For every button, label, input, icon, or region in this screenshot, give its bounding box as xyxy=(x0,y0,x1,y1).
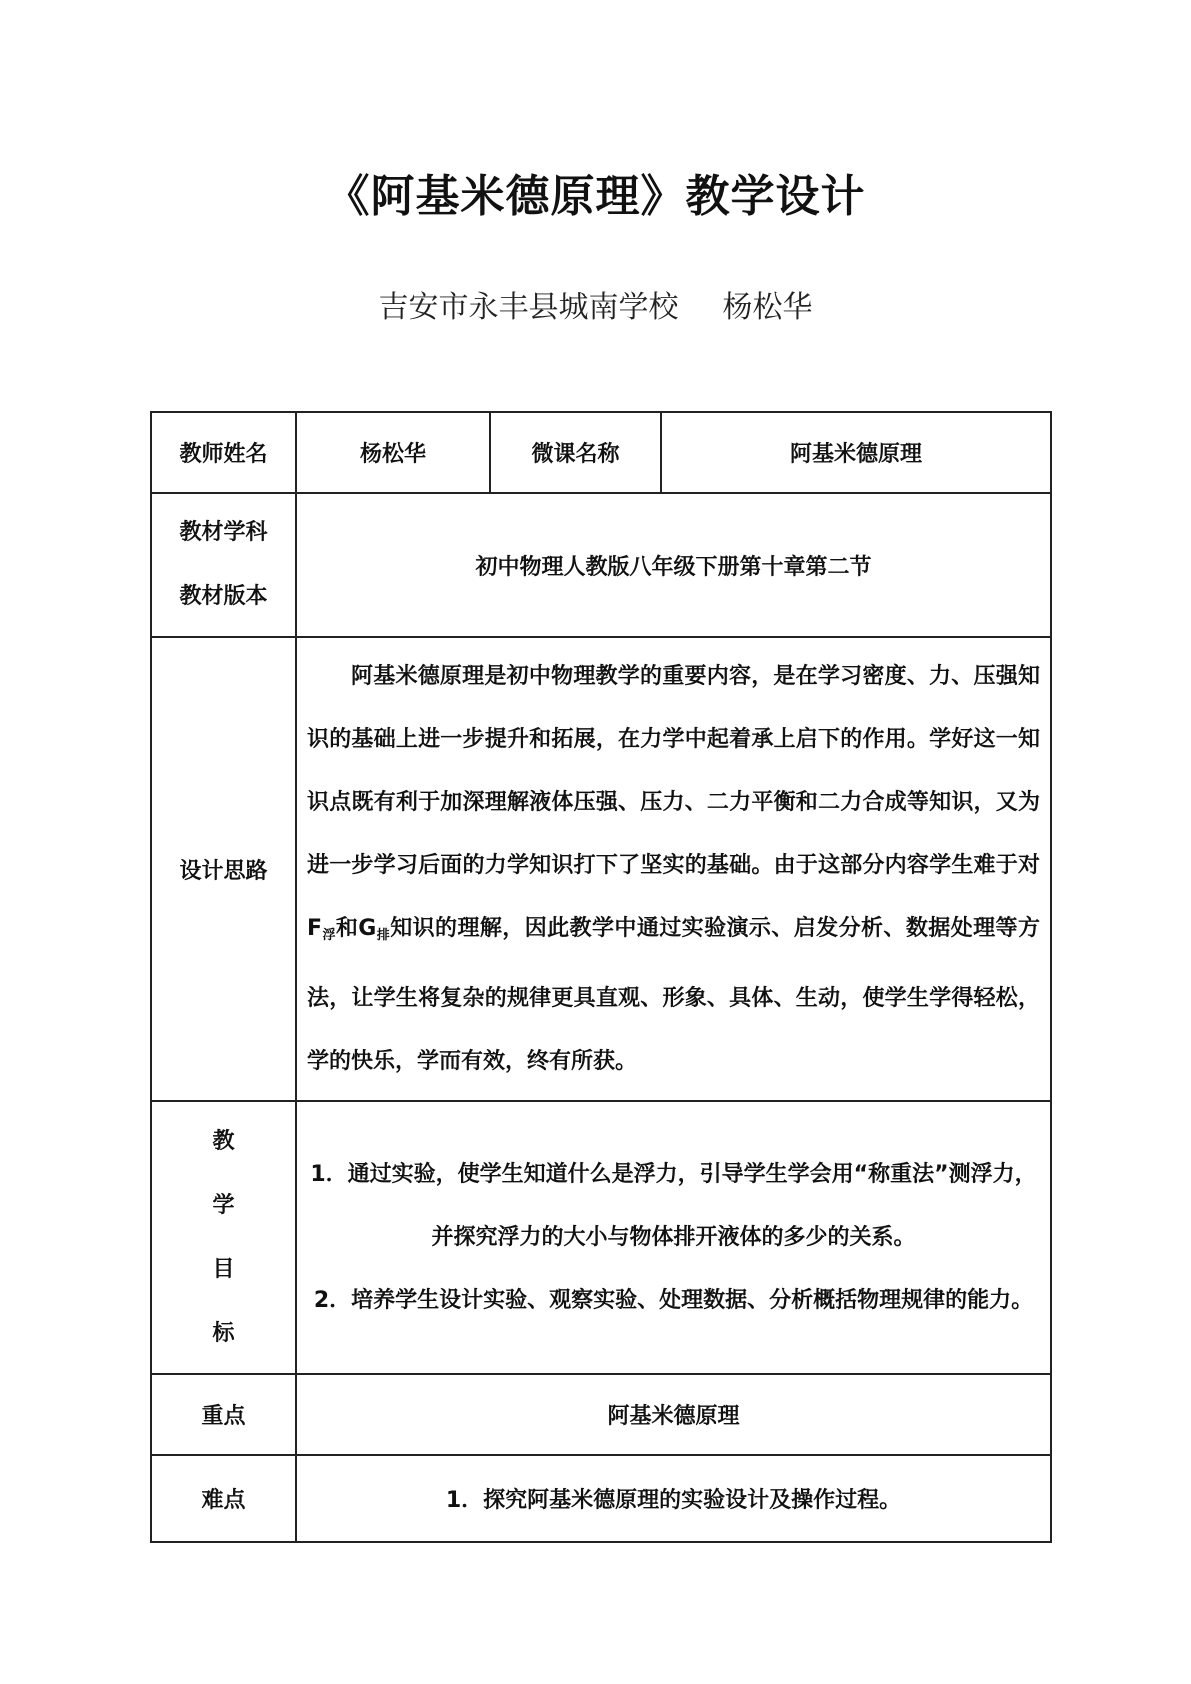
table-row xyxy=(151,1374,1051,1455)
table-row xyxy=(151,1455,1051,1542)
lesson-plan-table xyxy=(150,411,1052,1543)
design-label: 设计思路 xyxy=(151,637,296,1101)
goals-label-char: 目 xyxy=(212,1256,235,1282)
difficulty-label: 难点 xyxy=(151,1455,296,1542)
goals-label-char: 教 xyxy=(212,1128,235,1154)
goals-cell xyxy=(296,1101,1051,1374)
symbol-g: G xyxy=(358,916,377,941)
symbol-f: F xyxy=(307,916,323,941)
teacher-name-label: 教师姓名 xyxy=(151,412,296,493)
goal-item-2: 2．培养学生设计实验、观察实验、处理数据、分析概括物理规律的能力。 xyxy=(313,1288,1034,1313)
design-text-and: 和 xyxy=(335,916,359,941)
subject-edition-label xyxy=(151,493,296,637)
key-point-value: 阿基米德原理 xyxy=(296,1374,1051,1455)
design-paragraph xyxy=(305,645,1042,1093)
author-name: 杨松华 xyxy=(722,290,813,325)
symbol-g-subscript: 排 xyxy=(376,928,391,943)
design-text-part-a: 阿基米德原理是初中物理教学的重要内容，是在学习密度、力、压强知识的基础上进一步提升和拓展，在力学中起着承上启下的作用。学好这一知识点既有利于加深理解液体压强、压力、二力平衡和二力合成等知识，又为进一步学习后面的力学知识打下了坚实的基础。由于这部分内容学生难于对 xyxy=(307,664,1040,878)
goal-item-1: 1．通过实验，使学生知道什么是浮力，引导学生学会用“称重法”测浮力，并探究浮力的大小与物体排开液体的多少的关系。 xyxy=(310,1162,1037,1250)
table-row xyxy=(151,412,1051,493)
edition-label: 教材版本 xyxy=(179,584,268,609)
goals-label xyxy=(151,1101,296,1374)
document-title: 《阿基米德原理》教学设计 xyxy=(325,171,866,222)
table-row xyxy=(151,637,1051,1101)
difficulty-item-1: 1．探究阿基米德原理的实验设计及操作过程。 xyxy=(296,1455,1051,1542)
key-point-label: 重点 xyxy=(151,1374,296,1455)
document-byline xyxy=(0,282,1191,326)
course-name-label: 微课名称 xyxy=(490,412,661,493)
table-row xyxy=(151,493,1051,637)
design-text-part-b: 知识的理解，因此教学中通过实验演示、启发分析、数据处理等方法，让学生将复杂的规律更具直观、形象、具体、生动，使学生学得轻松，学的快乐，学而有效，终有所获。 xyxy=(307,916,1040,1074)
goals-label-char: 标 xyxy=(212,1320,235,1346)
table-row xyxy=(151,1101,1051,1374)
goals-label-char: 学 xyxy=(212,1192,235,1218)
course-name-value: 阿基米德原理 xyxy=(661,412,1051,493)
symbol-f-subscript: 浮 xyxy=(322,928,336,943)
school-name: 吉安市永丰县城南学校 xyxy=(378,290,679,325)
subject-label: 教材学科 xyxy=(179,520,268,545)
subject-edition-value: 初中物理人教版八年级下册第十章第二节 xyxy=(296,493,1051,637)
design-text-cell xyxy=(296,637,1051,1101)
teacher-name-value: 杨松华 xyxy=(296,412,490,493)
